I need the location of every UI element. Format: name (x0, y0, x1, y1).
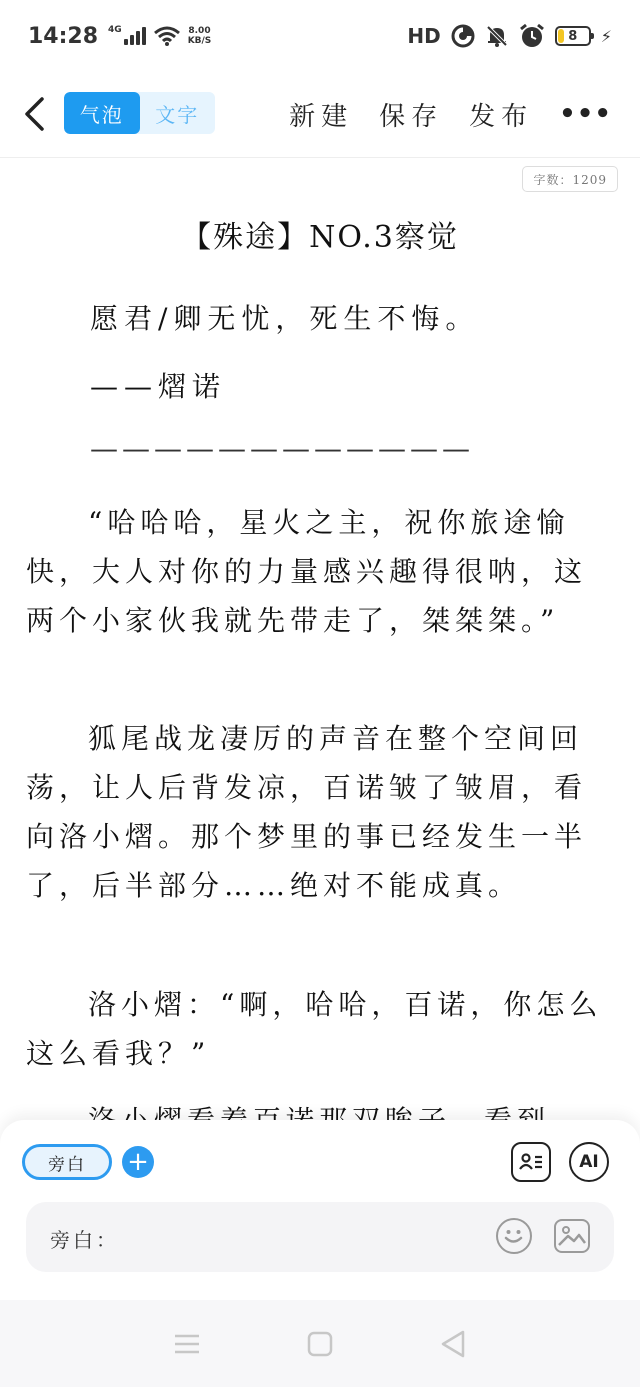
nav-menu-button[interactable] (167, 1324, 207, 1364)
home-square-icon (307, 1331, 333, 1357)
paragraph[interactable]: “哈哈哈，星火之主，祝你旅途愉快，大人对你的力量感兴趣得很呐，这两个小家伙我就先带走了，桀桀桀。” (26, 506, 588, 637)
paragraph[interactable]: 狐尾战龙凄厉的声音在整个空间回荡，让人后背发凉，百诺皱了皱眉，看向洛小熠。那个梦里的事已经发生一半了，后半部分……绝对不能成真。 (26, 722, 588, 902)
composer-panel (0, 1120, 640, 1300)
epigraph[interactable]: 愿君/卿无忧，死生不悔。 (90, 302, 480, 335)
network-type: 4G (108, 24, 122, 35)
mode-toggle (64, 92, 215, 134)
add-role-button[interactable]: + (122, 1146, 154, 1178)
message-input-bar (26, 1202, 614, 1272)
alarm-icon (519, 23, 545, 49)
new-button[interactable]: 新建 (289, 101, 354, 132)
speed-unit: KB/S (187, 36, 212, 46)
input-role-label: 旁白： (50, 1228, 119, 1252)
signature[interactable]: ——熠诺 (90, 370, 227, 403)
mute-bell-icon (485, 24, 509, 48)
document-title[interactable]: 【殊途】NO.3察觉 (181, 220, 459, 255)
back-button[interactable] (16, 92, 52, 136)
character-list-button[interactable] (511, 1142, 551, 1182)
mode-text-tab[interactable]: 文字 (155, 102, 200, 127)
divider-line: ———————————— (90, 432, 474, 465)
speed-value: 8.00 (188, 26, 211, 36)
image-button[interactable] (554, 1219, 590, 1253)
ai-button[interactable]: AI (569, 1142, 609, 1182)
mode-bubble-tab[interactable]: 气泡 (64, 92, 140, 134)
chevron-left-icon (23, 96, 45, 132)
hd-indicator: HD (407, 24, 441, 48)
smiley-icon (498, 1220, 529, 1251)
battery-icon (555, 26, 591, 46)
signal-icon (124, 27, 146, 45)
dnd-icon (451, 24, 475, 48)
image-icon (556, 1221, 587, 1250)
battery-level: 8 (568, 28, 578, 44)
menu-icon (174, 1333, 200, 1355)
network-speed (188, 26, 212, 46)
nav-back-button[interactable] (433, 1324, 473, 1364)
wifi-icon (154, 25, 180, 47)
system-nav-bar (0, 1300, 640, 1387)
status-time: 14:28 (28, 23, 99, 49)
status-bar (0, 0, 640, 72)
save-button[interactable]: 保存 (379, 101, 444, 132)
status-right-icons (407, 0, 612, 72)
editor-toolbar (0, 72, 640, 158)
message-input[interactable] (136, 1218, 496, 1256)
role-chip-narration[interactable]: 旁白 (22, 1144, 112, 1180)
toolbar-actions (289, 92, 612, 136)
more-button[interactable]: ••• (559, 99, 612, 129)
back-triangle-icon (440, 1330, 466, 1358)
nav-home-button[interactable] (300, 1324, 340, 1364)
charging-icon: ⚡ (600, 26, 612, 46)
contact-card-icon (518, 1150, 544, 1174)
publish-button[interactable]: 发布 (469, 101, 534, 132)
status-left-icons (108, 25, 211, 47)
paragraph[interactable]: 洛小熠：“啊，哈哈，百诺，你怎么这么看我？” (26, 988, 603, 1070)
emoji-button[interactable] (496, 1218, 532, 1254)
word-count-badge: 字数：1209 (522, 166, 618, 192)
